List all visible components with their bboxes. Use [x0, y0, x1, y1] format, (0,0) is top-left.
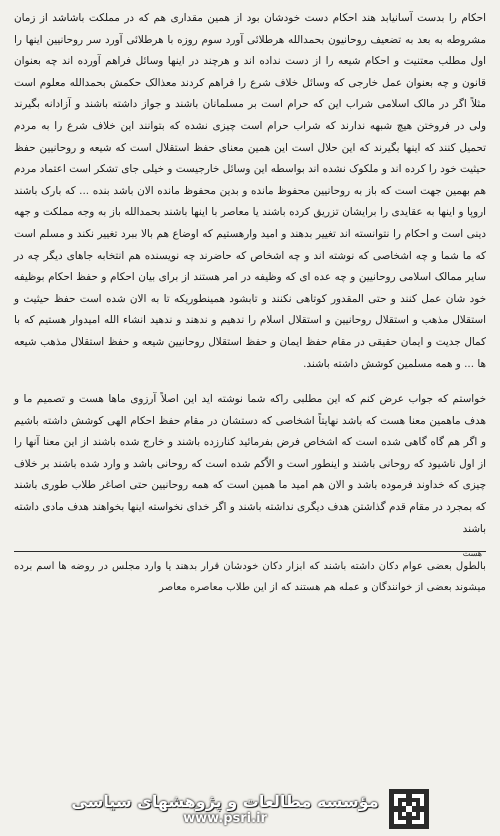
watermark-text — [71, 792, 378, 826]
watermark-title: مؤسسه مطالعات و پژوهشهای سیاسی — [71, 792, 379, 811]
margin-note: هست — [462, 549, 482, 558]
footnote-text: بالطول بعضی عوام دکان داشته باشند که ابزار دکان خودشان قرار بدهند یا وارد مجلس در روضه ها اسم برده میشوند بعضی از خوانندگان و عمله هم هستند که از این طلاب معاصره معاصر — [14, 560, 486, 593]
watermark-url: www.psri.ir — [183, 811, 267, 826]
paragraph-2: خواستم که جواب عرض کنم که این مطلبی راکه شما نوشته اید این اصلاً آرزوی ماها هست و تصمیم ما و هدف ماهمین معنا هست که باشد نهایتاً اشخاصی که دستشان در مقام حفظ احکام الهی کوشش داشته باشیم و اگر هم گاه گاهی شده است که اشخاص فرض بفرمائید کنارزده باشند و خارج شده باشند از این معنا آنها را از اول ناشیود که روحانی باشند و اینطور است و الاّکم شده است که روحانی باشد و وارد شده باشند بر خلاف چیزی که خداوند فرموده باشد و الان هم امید ما همین است که همه روحانیین حتی اصاغر طلاب طوری باشند که بمجرد در مقام قدم گذاشتن هدف دیگری نداشته باشند و اگر خدای نخواسته اینها بخواهند هدف مادی داشته باشند — [14, 393, 486, 535]
paragraph-1: احکام را بدست آسانیابد هند احکام دست خودشان بود از همین مقداری هم که در مملکت باشاشد از زمان مشروطه به بعد به تضعیف روحانیون بحمدالله هرطلائی آورد سوم روزه با هرطلائی آورد سر روحانیین اینها را اول مطلب معتنیت و احکام شیعه را از دست نداده اند و هرچند در اینها وسائل فراهم آورده اند چه بعنوان قانون و چه بعنوان عمل خارجی که وسائل خلاف شرع را فراهم کردند معذالک حکمش بحمدالله معلوم است مثلاً اگر در مالک اسلامی شراب این که حرام است بر مسلمانان باشند و جواز داشته باشند و آزادانه بگیرند ولی در فروختن هیچ شبهه ندارند که شراب حرام است چیزی نشده که بتوانند این خلاف شرع را به مردم تحمیل کنند که اینها بگیرند که این حلال است این همین معنای حفظ استقلال است که شیعه و روحانیین حفظ حیثیت خود را کرده اند و ملکوک نشده اند بواسطه این وسائل خارجیست و خیلی جای تشکر است اعتماد مردم هم بهمین جهت است که باز به روحانیین محفوظ مانده و بدین محفوظ مانده الان باشد بنده ... که بارک باشند اروپا و اینها به عقایدی را برایشان تزریق کرده باشند یا معاصر با اینها باشند بحمدالله باز به وجه مملکت و جهه دینی است و احکام را نتوانسته اند تغییر بدهند و امید وارهستیم که اوضاع هم بالا ببرد تغییر نکند و مسلم است که ما شما و چه اشخاصی که نوشته اند و چه اشخاص که حاضرند چه نویسنده هم انتخابه جاهای دیگر چه در سایر ممالک اسلامی روحانیین و چه عده ای که وظیفه در امر هستند از برای بیان احکام و حفظ احکام بوظیفه خود شان عمل کنند و حتی المقدور کوتاهی نکنند و تابشود همینطوریکه تا به الان شده است حفظ حیثیت و استقلال مذهب و استقلال روحانیین و استقلال اسلام را ندهیم و ندهند و ندهید انشاء الله امیدوار هستیم که با کمال جدیت و ایمان حقیقی در مقام حفظ ایمان و حفظ استقلال روحانیین شیعه و حفظ استقلال مذهب شیعه ها ... و همه مسلمین کوشش داشته باشند. — [14, 12, 486, 370]
footnote-divider — [14, 551, 486, 552]
document-body — [14, 8, 486, 540]
watermark — [0, 782, 500, 836]
psri-logo-icon — [389, 789, 429, 829]
